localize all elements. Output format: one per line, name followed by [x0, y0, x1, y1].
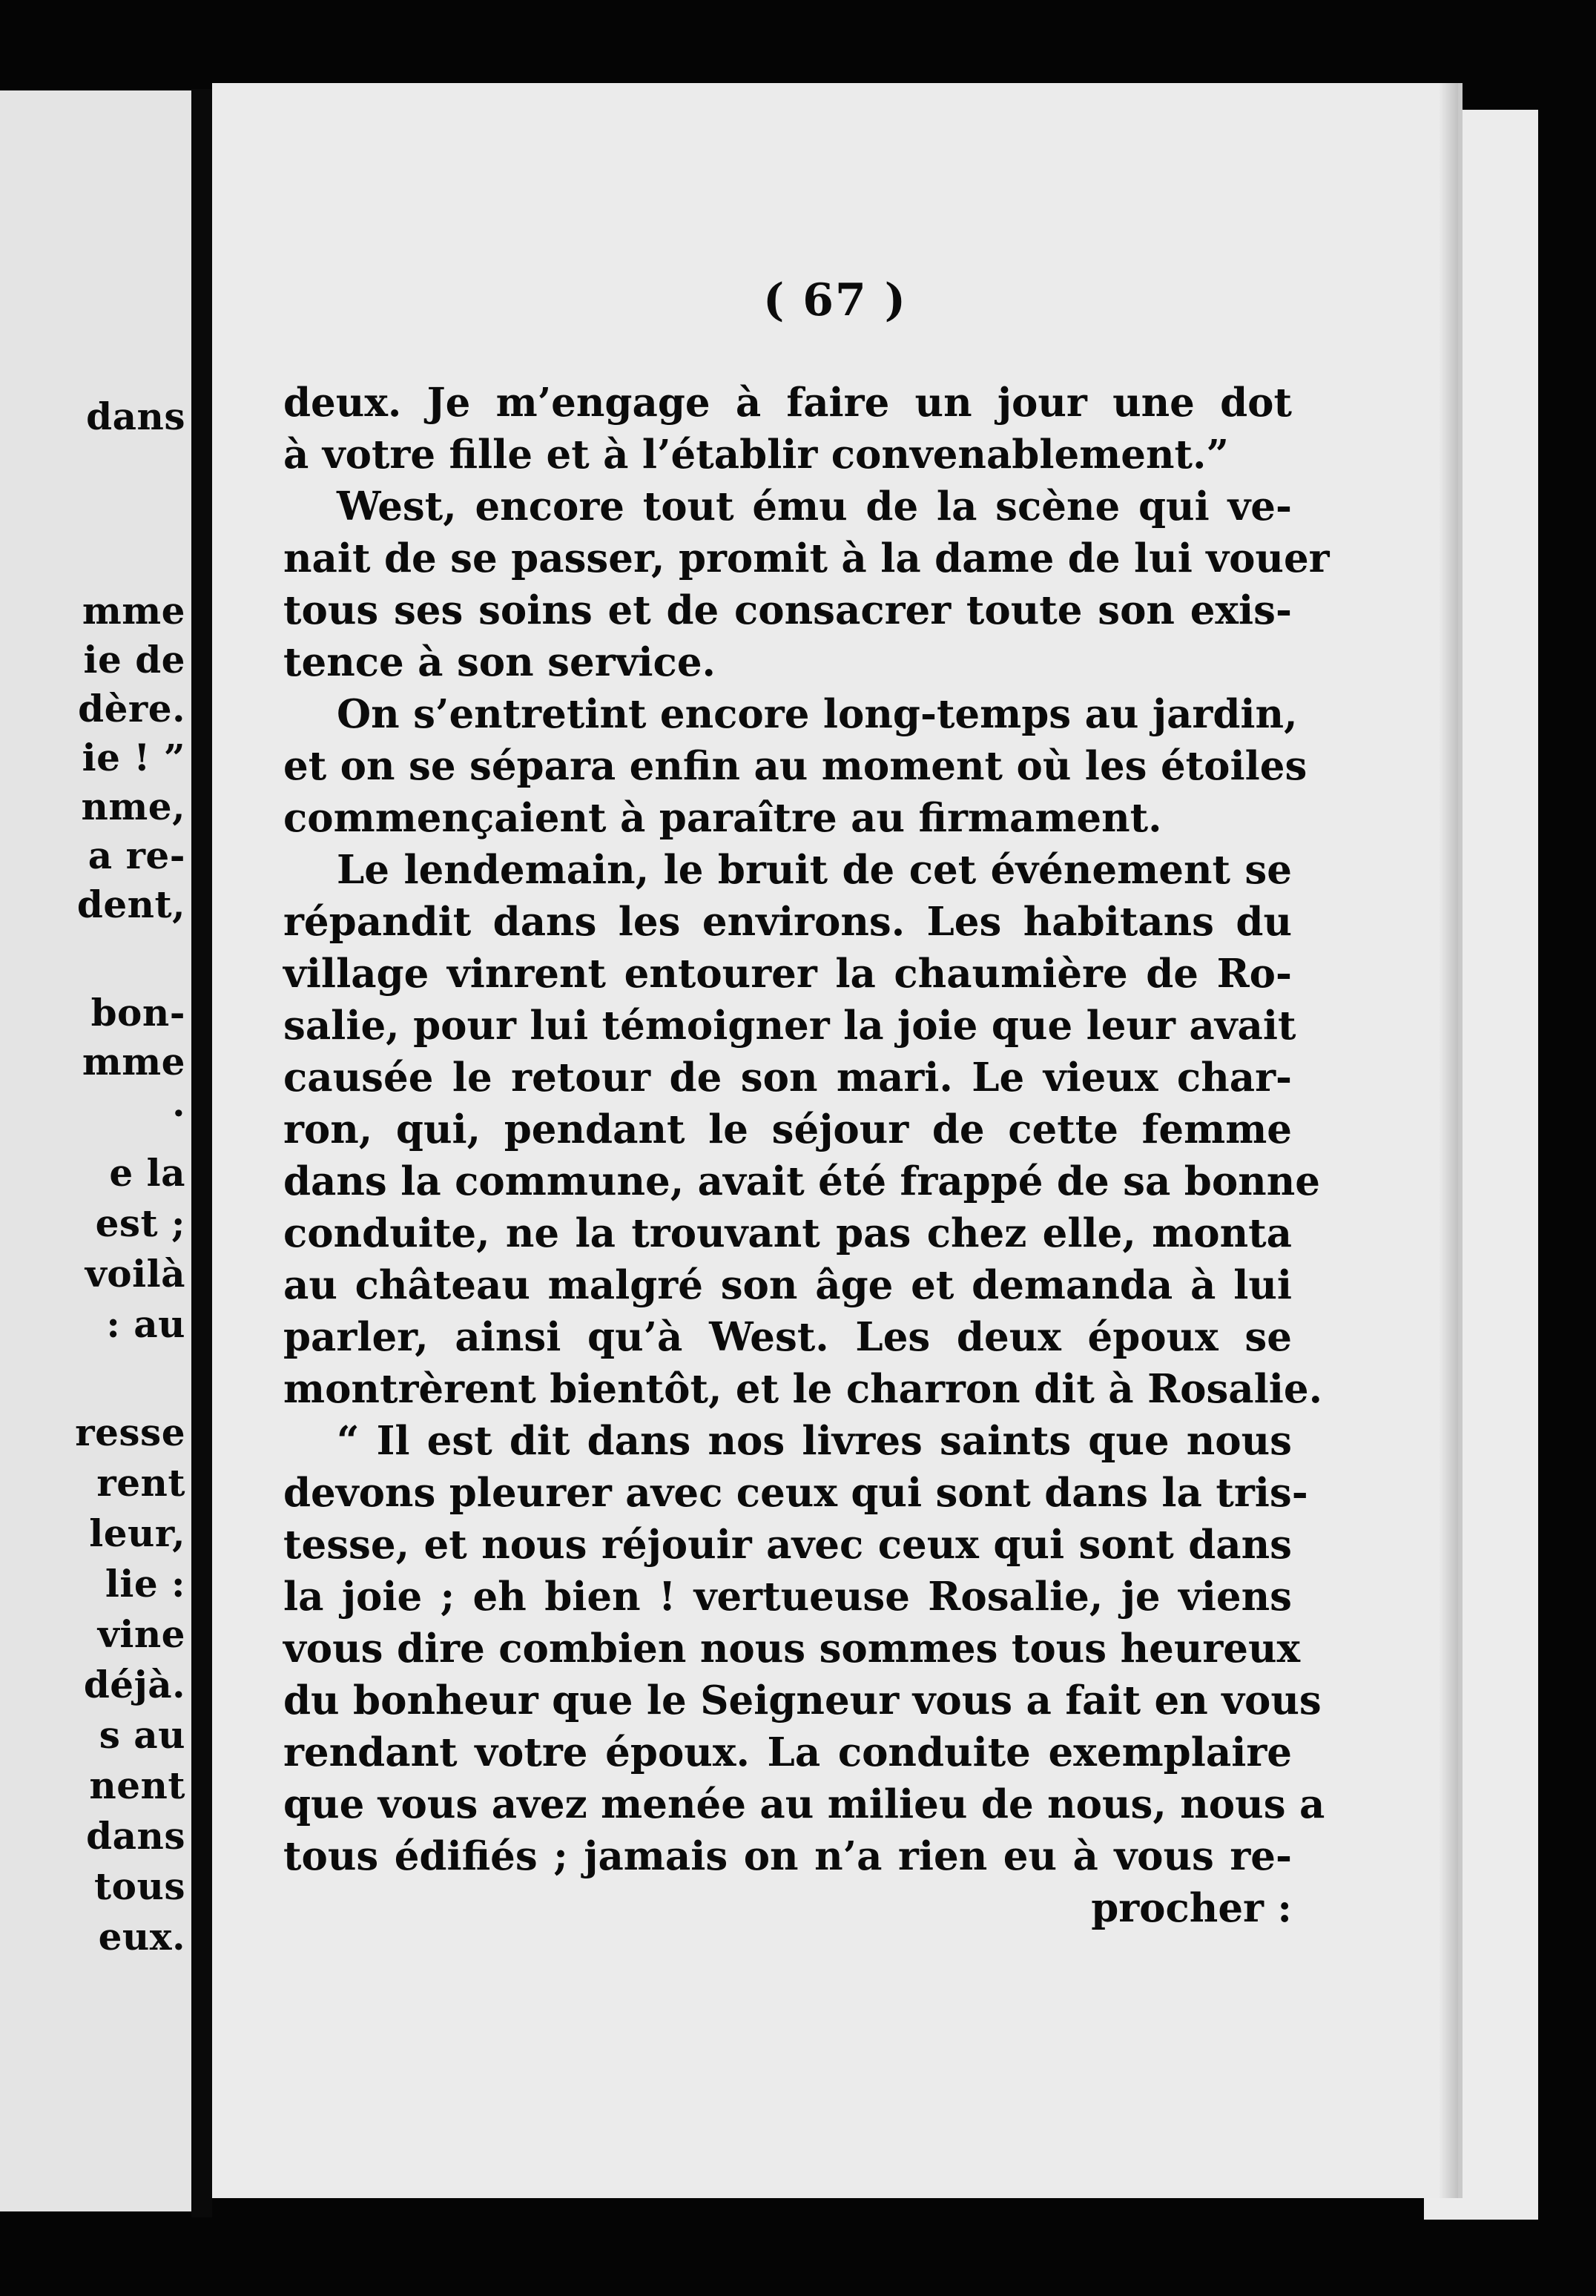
left-line: vine	[97, 1612, 185, 1656]
book-gutter	[191, 89, 212, 2217]
left-line: dans	[86, 1814, 185, 1858]
text-line: commençaient à paraître au firmament.	[283, 795, 1162, 841]
text-line: tous ses soins et de consacrer toute son exis-	[283, 587, 1292, 633]
text-line: conduite, ne la trouvant pas chez elle, monta	[283, 1210, 1292, 1256]
text-line: la joie ; eh bien ! vertueuse Rosalie, je viens	[283, 1574, 1292, 1620]
left-line: déjà.	[83, 1663, 185, 1706]
text-line: parler, ainsi qu’à West. Les deux époux se	[283, 1314, 1292, 1360]
text-line: tence à son service.	[283, 639, 716, 685]
left-line: leur,	[89, 1511, 185, 1555]
text-line: devons pleurer avec ceux qui sont dans la tris-	[283, 1470, 1308, 1516]
text-line: dans la commune, avait été frappé de sa bonne	[283, 1158, 1320, 1204]
text-line: et on se sépara enfin au moment où les étoiles	[283, 743, 1308, 789]
left-line: dans	[86, 395, 185, 438]
text-line: tesse, et nous réjouir avec ceux qui sont dans	[283, 1522, 1292, 1568]
left-line: e la	[109, 1151, 185, 1195]
left-line: est ;	[95, 1201, 185, 1245]
left-line: : au	[106, 1302, 185, 1346]
text-line: causée le retour de son mari. Le vieux char-	[283, 1055, 1292, 1101]
left-line: a re-	[88, 834, 185, 877]
body-text	[283, 377, 1330, 1934]
left-line: mme	[82, 1040, 185, 1083]
text-line: tous édifiés ; jamais on n’a rien eu à vous re-	[283, 1833, 1292, 1879]
left-line: eux.	[98, 1915, 185, 1959]
page-edge-shadow	[1439, 83, 1458, 2198]
text-line: On s’entretint encore long-temps au jardin,	[337, 691, 1298, 737]
text-line: procher :	[1091, 1885, 1292, 1931]
left-line: ie de	[83, 638, 185, 682]
text-line: rendant votre époux. La conduite exemplaire	[283, 1729, 1292, 1775]
left-line: nme,	[81, 785, 185, 828]
text-line: au château malgré son âge et demanda à lui	[283, 1262, 1292, 1308]
left-line: resse	[75, 1411, 185, 1454]
left-line: dent,	[76, 883, 185, 926]
left-line: s au	[99, 1713, 185, 1757]
left-line: rent	[96, 1461, 185, 1505]
text-line: West, encore tout ému de la scène qui ve-	[337, 484, 1292, 530]
text-line: salie, pour lui témoigner la joie que leur avait	[283, 1003, 1296, 1049]
left-line: voilà	[85, 1252, 185, 1296]
left-line: lie :	[105, 1562, 185, 1606]
left-line: nent	[89, 1764, 185, 1807]
text-line: deux. Je m’engage à faire un jour une dot	[283, 380, 1292, 426]
text-line: du bonheur que le Seigneur vous a fait en vous	[283, 1678, 1322, 1723]
text-line: “ Il est dit dans nos livres saints que nous	[337, 1418, 1292, 1464]
text-line: répandit dans les environs. Les habitans du	[283, 899, 1292, 945]
text-line: Le lendemain, le bruit de cet événement se	[337, 847, 1292, 893]
left-line: ie ! ”	[82, 736, 185, 779]
left-line: bon-	[90, 991, 185, 1035]
left-line: .	[172, 1081, 185, 1125]
right-page	[212, 83, 1463, 2198]
page-number: ( 67 )	[762, 274, 908, 326]
text-line: que vous avez menée au milieu de nous, nous a	[283, 1781, 1325, 1827]
left-line: tous	[94, 1864, 185, 1908]
left-line: mme	[82, 589, 185, 633]
text-line: ron, qui, pendant le séjour de cette femme	[283, 1106, 1292, 1152]
left-line: dère.	[78, 687, 185, 730]
text-line: montrèrent bientôt, et le charron dit à Rosalie.	[283, 1366, 1323, 1412]
text-line: à votre fille et à l’établir convenablement.”	[283, 432, 1229, 478]
left-page	[0, 90, 191, 2211]
text-line: village vinrent entourer la chaumière de Ro-	[283, 951, 1292, 997]
text-line: vous dire combien nous sommes tous heureux	[283, 1626, 1301, 1672]
text-line: nait de se passer, promit à la dame de lui vouer	[283, 535, 1330, 581]
